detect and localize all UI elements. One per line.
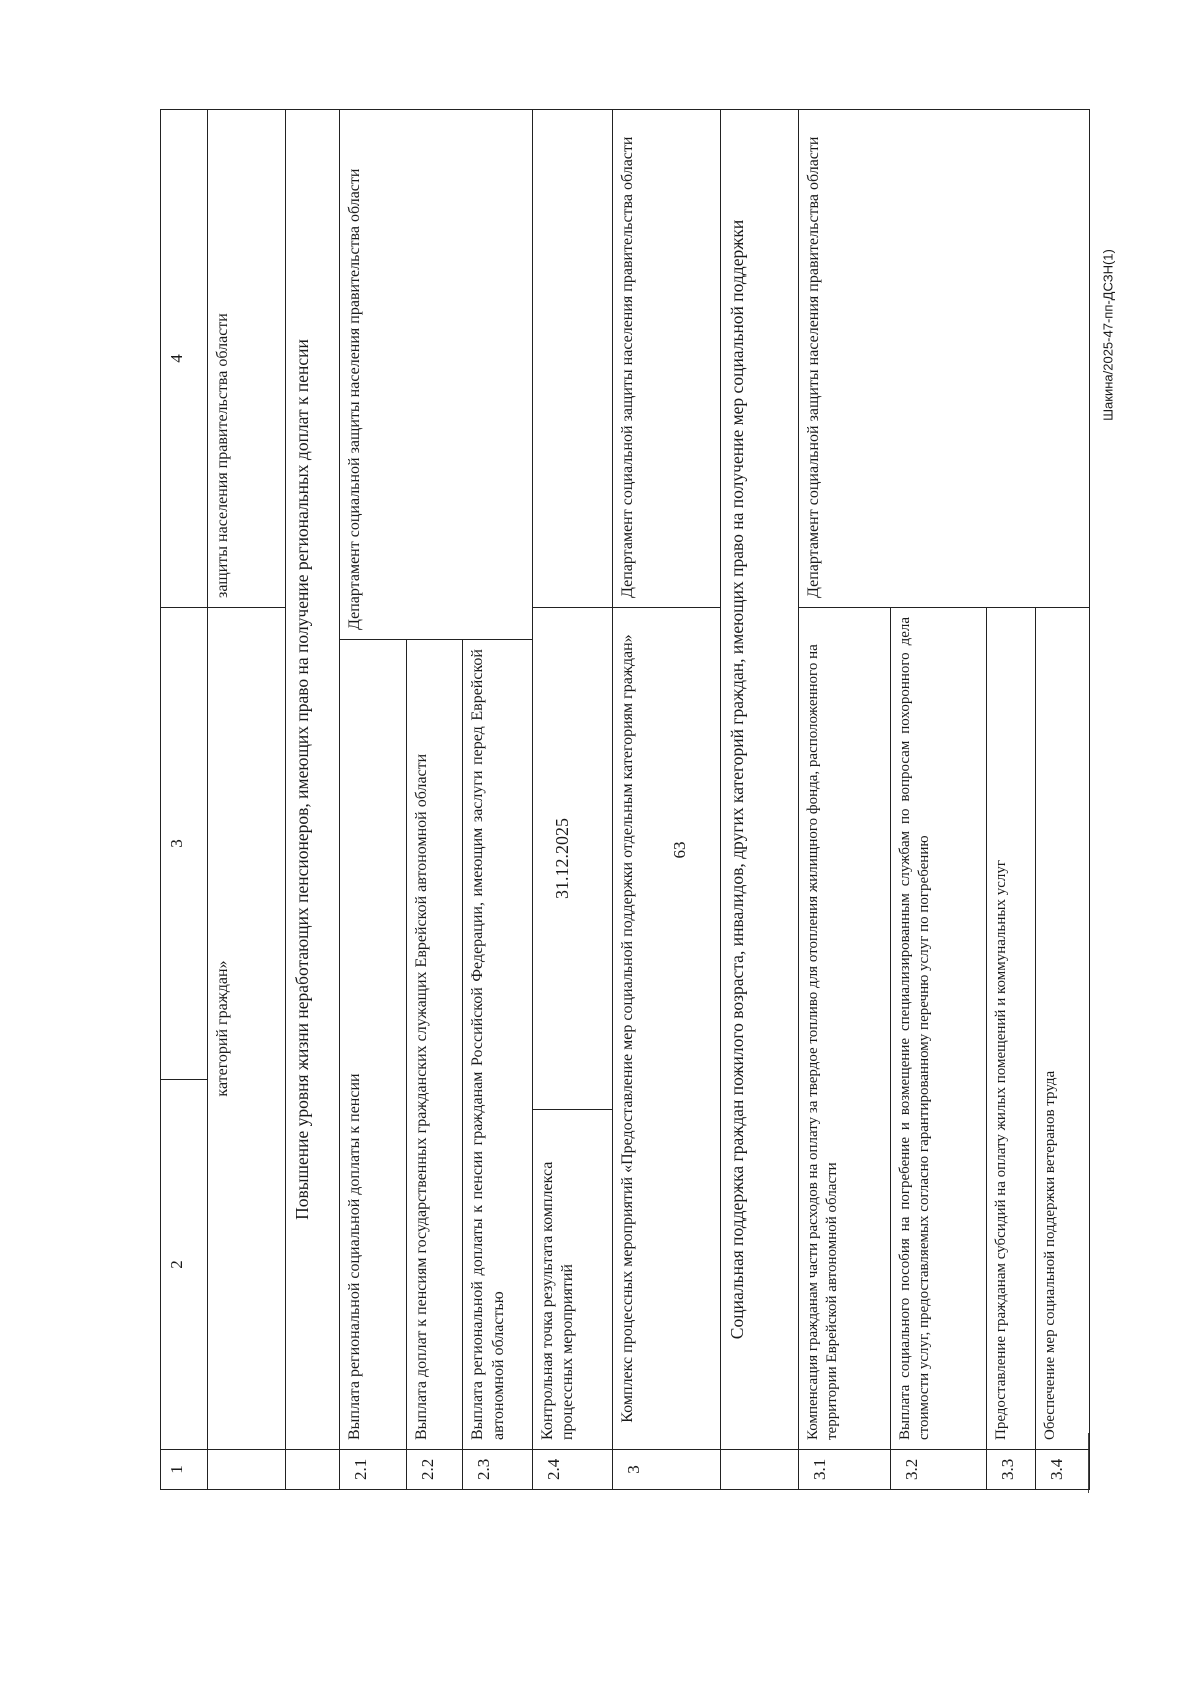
row-3-1-name: Компенсация гражданам части расходов на оплату за твердое топливо для отопления жилищного фонда, расположенного на территории Еврейской автономной области xyxy=(798,608,890,1450)
section-3-title: Социальная поддержка граждан пожилого возраста, инвалидов, других категорий граждан, имеющих право на получение мер социальной поддержки xyxy=(720,110,798,1450)
continued-responsible: защиты населения правительства области xyxy=(208,110,286,608)
row-3-2-name: Выплата социального пособия на погребение и возмещение специализированным службам по вопросам похоронного дела стоимости услуг, предоставляемых согласно гарантированному перечню услуг по погребению xyxy=(890,608,986,1450)
row-2-4-num: 2.4 xyxy=(532,1450,613,1490)
rotated-table-container xyxy=(160,110,1090,1490)
document-code: Шакина/2025-47-пп-ДСЗН(1) xyxy=(1100,249,1116,421)
row-2-4-date: 31.12.2025 xyxy=(532,608,613,1110)
header-col-2: 2 xyxy=(161,1080,208,1450)
row-2-4-responsible xyxy=(532,110,613,608)
cont-col-1 xyxy=(208,1450,286,1490)
page-number: 63 xyxy=(670,841,689,859)
header-col-3: 3 xyxy=(161,608,208,1080)
row-2-1-num: 2.1 xyxy=(340,1450,407,1490)
row-2-4-name: Контрольная точка результата комплекса процессных мероприятий xyxy=(532,1110,613,1450)
row-3-1-responsible: Департамент социальной защиты населения правительства области xyxy=(798,110,1089,608)
row-3-3-name: Предоставление гражданам субсидий на оплату жилых помещений и коммунальных услуг xyxy=(986,608,1035,1450)
row-2-1-responsible: Департамент социальной защиты населения правительства области xyxy=(340,110,533,640)
row-3-name: Комплекс процессных мероприятий «Предоставление мер социальной поддержки отдельным категориям граждан» xyxy=(613,608,720,1450)
row-2-2-name: Выплата доплат к пенсиям государственных гражданских служащих Еврейской автономной области xyxy=(407,640,463,1450)
row-3-num: 3 xyxy=(613,1450,720,1490)
row-3-3-num: 3.3 xyxy=(986,1450,1035,1490)
row-2-2-num: 2.2 xyxy=(407,1450,463,1490)
row-3-4-num: 3.4 xyxy=(1036,1450,1090,1490)
row-3-responsible: Департамент социальной защиты населения правительства области xyxy=(613,110,720,608)
row-2-3-num: 2.3 xyxy=(463,1450,532,1490)
measures-table xyxy=(160,109,1090,1490)
row-3-2-num: 3.2 xyxy=(890,1450,986,1490)
header-col-4: 4 xyxy=(161,110,208,608)
section-2-num xyxy=(286,1450,340,1490)
row-2-1-name: Выплата региональной социальной доплаты к пенсии xyxy=(340,640,407,1450)
section-2-title: Повышение уровня жизни неработающих пенсионеров, имеющих право на получение региональных доплат к пенсии xyxy=(286,110,340,1450)
row-2-3-name: Выплата региональной доплаты к пенсии гражданам Российской Федерации, имеющим заслуги перед Еврейской автономной областью xyxy=(463,640,532,1450)
header-col-1: 1 xyxy=(161,1450,208,1490)
row-3-4-name: Обеспечение мер социальной поддержки ветеранов труда xyxy=(1036,608,1090,1450)
section-3-num xyxy=(720,1450,798,1490)
row-3-1-num: 3.1 xyxy=(798,1450,890,1490)
continued-program-name: категорий граждан» xyxy=(208,608,286,1450)
